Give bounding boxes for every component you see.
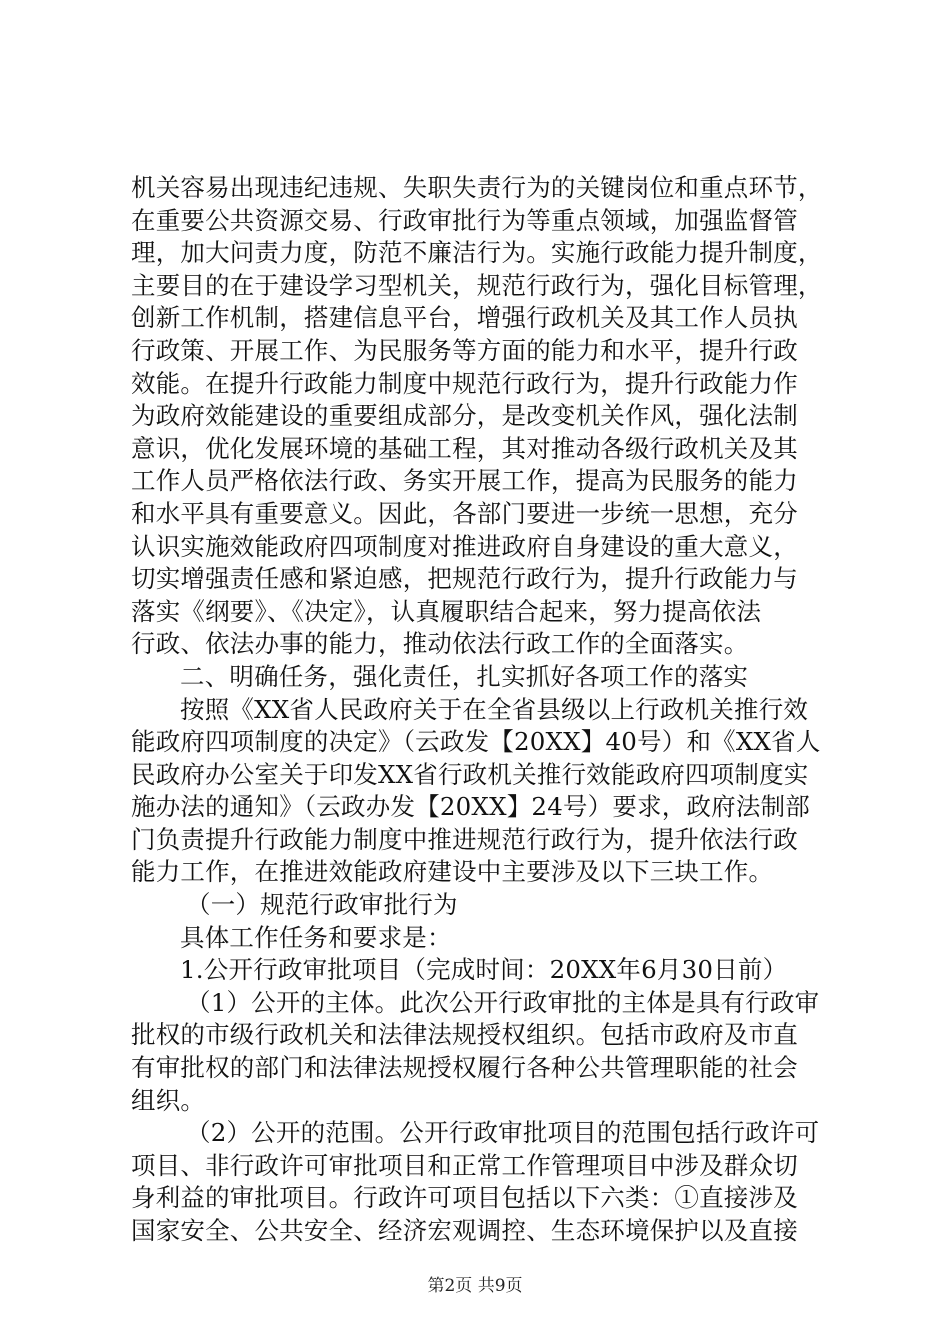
- text-line: 能力工作，在推进效能政府建设中主要涉及以下三块工作。: [131, 857, 774, 887]
- page-number-footer: 第2页 共9页: [427, 1276, 523, 1296]
- text-line: 和水平具有重要意义。因此，各部门要进一步统一思想，充分: [131, 498, 798, 528]
- text-line: 行政、依法办事的能力，推动依法行政工作的全面落实。: [131, 629, 749, 659]
- text-line: 落实《纲要》、《决定》，认真履职结合起来，努力提高依法: [131, 596, 762, 626]
- text-line: 行政策、开展工作、为民服务等方面的能力和水平，提升行政: [131, 335, 798, 365]
- text-line: 为政府效能建设的重要组成部分，是改变机关作风，强化法制: [131, 401, 798, 431]
- text-line: 按照《XX省人民政府关于在全省县级以上行政机关推行效: [180, 694, 809, 724]
- text-line: 效能。在提升行政能力制度中规范行政行为，提升行政能力作: [131, 368, 798, 398]
- text-line: 工作人员严格依法行政、务实开展工作，提高为民服务的能力: [131, 466, 798, 496]
- text-line: 施办法的通知》（云政办发【20XX】24号）要求，政府法制部: [131, 792, 810, 822]
- text-line: 意识，优化发展环境的基础工程，其对推动各级行政机关及其: [131, 433, 798, 463]
- text-line: （2）公开的范围。公开行政审批项目的范围包括行政许可: [186, 1118, 820, 1148]
- text-line: 有审批权的部门和法律法规授权履行各种公共管理职能的社会: [131, 1053, 798, 1083]
- text-line: 理，加大问责力度，防范不廉洁行为。实施行政能力提升制度，: [131, 238, 823, 268]
- text-line: 创新工作机制，搭建信息平台，增强行政机关及其工作人员执: [131, 303, 798, 333]
- text-line: 在重要公共资源交易、行政审批行为等重点领域，加强监督管: [131, 205, 798, 235]
- subsection-heading: （一）规范行政审批行为: [186, 890, 458, 920]
- text-line: 认识实施效能政府四项制度对推进政府自身建设的重大意义，: [131, 531, 798, 561]
- text-line: 切实增强责任感和紧迫感，把规范行政行为，提升行政能力与: [131, 564, 798, 594]
- text-line: 1.公开行政审批项目（完成时间：20XX年6月30日前）: [180, 955, 788, 985]
- section-heading: 二、明确任务，强化责任，扎实抓好各项工作的落实: [180, 661, 749, 691]
- text-line: 具体工作任务和要求是：: [180, 922, 452, 952]
- text-line: 国家安全、公共安全、经济宏观调控、生态环境保护以及直接: [131, 1216, 798, 1245]
- text-line: 身利益的审批项目。行政许可项目包括以下六类：①直接涉及: [131, 1183, 798, 1213]
- text-line: 批权的市级行政机关和法律法规授权组织。包括市政府及市直: [131, 1020, 798, 1050]
- text-line: （1）公开的主体。此次公开行政审批的主体是具有行政审: [186, 987, 820, 1017]
- text-line: 能政府四项制度的决定》（云政发【20XX】40号）和《XX省人: [131, 727, 821, 757]
- text-line: 门负责提升行政能力制度中推进规范行政行为，提升依法行政: [131, 824, 798, 854]
- body-text: [131, 172, 851, 1248]
- text-line: 民政府办公室关于印发XX省行政机关推行效能政府四项制度实: [131, 759, 809, 789]
- text-line: 项目、非行政许可审批项目和正常工作管理项目中涉及群众切: [131, 1150, 798, 1180]
- text-line: 组织。: [131, 1085, 206, 1115]
- text-line: 机关容易出现违纪违规、失职失责行为的关键岗位和重点环节，: [131, 173, 823, 202]
- text-line: 主要目的在于建设学习型机关，规范行政行为，强化目标管理，: [131, 270, 823, 300]
